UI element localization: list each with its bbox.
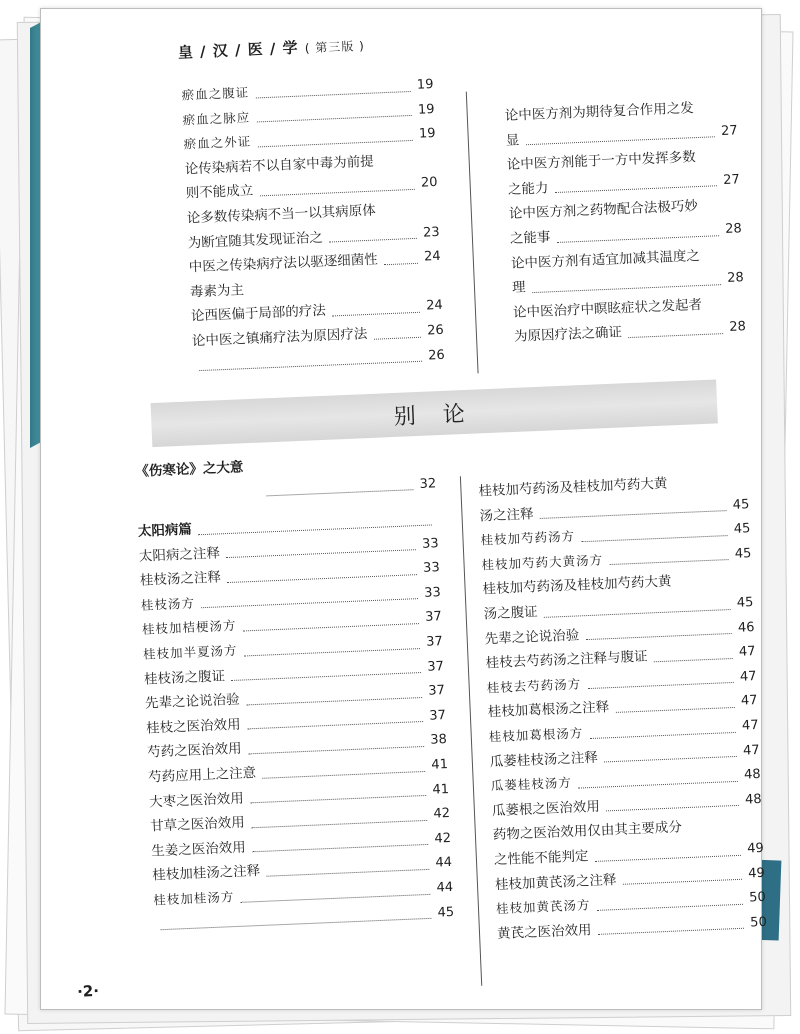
toc-entry-title: 论中医方剂有适宜加减其温度之 xyxy=(510,247,701,272)
toc-entry-title: 论传染病若不以自家中毒为前提 xyxy=(184,153,374,178)
toc-entry-page: 45 xyxy=(736,595,754,611)
leader-dots xyxy=(267,489,414,496)
leader-dots xyxy=(585,633,732,640)
leader-dots xyxy=(240,893,430,902)
leader-dots xyxy=(628,333,723,338)
leader-dots xyxy=(255,91,411,99)
toc-entry-title: 桂枝去芍药汤之注释与腹证 xyxy=(485,648,648,672)
leader-dots xyxy=(606,805,739,812)
toc-entry-title: 论中医之镇痛疗法为原因疗法 xyxy=(191,325,368,350)
toc-entry-page: 20 xyxy=(420,175,438,191)
toc-entry-page: 46 xyxy=(737,619,755,636)
toc-column-bottom-right xyxy=(478,468,767,946)
toc-entry-title: 论多数传染病不当一以其病原体 xyxy=(186,202,377,227)
toc-entry-title: 桂枝加葛根汤之注释 xyxy=(487,699,610,721)
toc-entry-title: 桂枝加芍药大黄汤方 xyxy=(481,552,604,573)
toc-entry-page: 26 xyxy=(426,322,445,339)
leader-dots xyxy=(257,140,413,148)
leader-dots xyxy=(595,854,742,861)
toc-entry-title: 桂枝去芍药汤方 xyxy=(486,676,582,696)
toc-entry-title: 桂枝加桂汤方 xyxy=(153,888,235,908)
toc-entry-page: 27 xyxy=(720,122,738,139)
leader-dots xyxy=(581,535,728,542)
toc-entry-title: 瘀血之外证 xyxy=(183,133,252,152)
toc-entry-title: 生姜之医治效用 xyxy=(150,839,247,860)
toc-entry-page: 45 xyxy=(734,545,752,562)
leader-dots xyxy=(597,903,744,910)
toc-entry-title: 论中医方剂为期待复合作用之发 xyxy=(504,100,695,125)
toc-entry-title: 之能力 xyxy=(507,180,549,198)
toc-entry-title: 论西医偏于局部的疗法 xyxy=(190,303,327,325)
leader-dots xyxy=(532,284,722,293)
leader-dots xyxy=(374,336,422,339)
column-divider xyxy=(460,476,482,986)
toc-entry-page: 27 xyxy=(722,172,741,188)
leader-dots xyxy=(243,623,420,631)
toc-entry-title: 之能事 xyxy=(509,229,551,247)
leader-dots xyxy=(609,559,729,565)
toc-entry-page: 45 xyxy=(732,496,750,513)
toc-column-mid xyxy=(135,447,437,509)
toc-entry-title: 汤之注释 xyxy=(479,505,534,525)
leader-dots xyxy=(244,648,421,656)
toc-entry-title: 大枣之医治效用 xyxy=(148,790,244,811)
toc-entry-page: 28 xyxy=(724,221,743,237)
toc-entry-title: 桂枝加桂汤之注释 xyxy=(152,863,261,884)
toc-entry-page: 26 xyxy=(427,347,446,364)
toc-entry-title: 桂枝加桔梗汤方 xyxy=(141,618,237,638)
leader-dots xyxy=(199,361,422,371)
leader-dots xyxy=(384,263,418,265)
toc-entry-page: 37 xyxy=(424,609,443,626)
toc-entry-title: 先辈之论说治验 xyxy=(484,626,580,647)
toc-entry-title: 桂枝加芍药汤方 xyxy=(480,528,576,548)
leader-dots xyxy=(231,672,421,681)
book-title: 皇 / 汉 / 医 / 学 xyxy=(177,38,299,62)
toc-column-top-left xyxy=(181,73,445,378)
leader-dots xyxy=(247,721,424,729)
toc-entry-page: 48 xyxy=(743,767,761,783)
toc-entry-page: 19 xyxy=(417,101,435,118)
toc-entry-page: 49 xyxy=(746,840,765,857)
section-heading-band xyxy=(151,379,718,447)
toc-entry-page: 45 xyxy=(437,904,455,921)
toc-entry-title: 桂枝加芍药汤及桂枝加芍药大黄 xyxy=(478,475,668,500)
toc-entry-page: 50 xyxy=(748,889,767,906)
leader-dots xyxy=(604,756,737,763)
toc-entry-title: 黄芪之医治效用 xyxy=(496,921,592,942)
toc-entry-page: 37 xyxy=(426,658,445,675)
toc-entry-title: 论中医治疗中瞑眩症状之发起者 xyxy=(512,296,703,321)
toc-entry-title: 桂枝加芍药汤及桂枝加芍药大黄 xyxy=(482,573,672,598)
toc-entry-title: 论中医方剂能于一方中发挥多数 xyxy=(506,149,697,174)
toc-entry-title: 桂枝加黄芪汤之注释 xyxy=(494,871,617,893)
leader-dots xyxy=(332,312,420,317)
leader-dots xyxy=(615,707,735,713)
book-page xyxy=(40,8,768,1010)
toc-entry-title: 桂枝加葛根汤方 xyxy=(488,725,584,745)
page-content xyxy=(7,0,788,1024)
column-divider xyxy=(466,92,479,374)
toc-entry-page: 37 xyxy=(429,707,447,724)
toc-entry-page: 38 xyxy=(430,732,448,749)
toc-entry-page: 37 xyxy=(425,634,444,650)
leader-dots xyxy=(526,136,716,145)
leader-dots xyxy=(555,186,718,194)
toc-entry-page: 45 xyxy=(733,521,751,538)
toc-entry-title: 瓜蒌桂枝汤方 xyxy=(490,774,573,794)
toc-entry-page: 32 xyxy=(419,475,437,492)
toc-entry-page: 42 xyxy=(434,830,452,847)
toc-entry-page: 42 xyxy=(433,806,451,822)
running-header xyxy=(177,34,365,63)
toc-entry-page: 24 xyxy=(423,249,441,265)
toc-entry-title: 则不能成立 xyxy=(185,183,254,202)
toc-entry-title: 瘀血之腹证 xyxy=(181,84,250,103)
leader-dots xyxy=(256,115,412,123)
toc-entry-title: 瓜蒌根之医治效用 xyxy=(491,798,601,819)
edition-label: ( 第三版 ) xyxy=(304,38,366,56)
toc-entry-title: 桂枝汤方 xyxy=(140,595,196,613)
toc-entry-page: 47 xyxy=(740,693,758,710)
toc-entry-title: 太阳病之注释 xyxy=(138,544,221,565)
toc-entry-title: 显 xyxy=(505,132,520,149)
toc-entry-page: 47 xyxy=(739,668,757,685)
leader-dots xyxy=(578,781,738,789)
toc-entry-title: 桂枝加黄芪汤方 xyxy=(495,897,591,917)
toc-entry-page: 33 xyxy=(422,560,441,577)
toc-entry-title: 理 xyxy=(511,279,526,297)
toc-entry-title: 瓜蒌桂枝汤之注释 xyxy=(489,749,599,770)
section-heading: 别 论 xyxy=(393,401,476,430)
toc-entry-page: 28 xyxy=(726,270,745,287)
toc-entry-title: 芍药应用上之注意 xyxy=(147,764,257,786)
toc-entry-title: 为断宜随其发现证治之 xyxy=(187,229,324,251)
toc-entry-title: 中医之传染病疗法以驱逐细菌性 xyxy=(188,251,379,276)
leader-dots xyxy=(262,770,425,778)
leader-dots xyxy=(544,609,731,618)
toc-entry-page: 47 xyxy=(742,742,760,759)
leader-dots xyxy=(654,658,733,662)
leader-dots xyxy=(589,731,736,738)
toc-entry-page: 47 xyxy=(738,644,756,660)
toc-entry-title: 汤之腹证 xyxy=(483,604,538,623)
leader-dots xyxy=(259,189,415,197)
toc-entry-title: 瘀血之脉应 xyxy=(182,109,251,128)
toc-column-top-right xyxy=(504,94,746,349)
toc-entry-title: 为原因疗法之确证 xyxy=(513,324,623,346)
toc-entry-page: 48 xyxy=(744,791,762,808)
toc-entry-title: 桂枝加半夏汤方 xyxy=(142,642,238,662)
toc-entry-title: 桂枝汤之腹证 xyxy=(143,667,226,688)
toc-entry-page: 28 xyxy=(729,319,747,336)
toc-column-bottom-left xyxy=(137,507,454,937)
toc-entry-title: 药物之医治效用仅由其主要成分 xyxy=(492,819,683,844)
leader-dots xyxy=(252,844,429,852)
toc-entry-title: 桂枝汤之注释 xyxy=(139,569,222,589)
leader-dots xyxy=(540,510,727,519)
leader-dots xyxy=(226,549,416,558)
toc-entry-page: 41 xyxy=(432,781,450,798)
toc-entry-title: 《伤寒论》之大意 xyxy=(135,459,244,480)
leader-dots xyxy=(598,928,745,935)
toc-entry-page: 19 xyxy=(416,77,434,93)
toc-entry-page: 23 xyxy=(422,224,440,241)
leader-dots xyxy=(266,869,429,877)
toc-entry-title: 太阳病篇 xyxy=(137,521,193,540)
toc-entry-page: 49 xyxy=(747,865,766,882)
toc-entry-page: 33 xyxy=(423,584,442,601)
toc-entry-page: 33 xyxy=(421,535,439,552)
leader-dots xyxy=(623,879,743,885)
leader-dots xyxy=(251,820,428,828)
toc-entry-page: 41 xyxy=(431,756,449,773)
leader-dots xyxy=(587,682,734,689)
toc-entry-title: 甘草之医治效用 xyxy=(149,814,246,835)
page-number: ·2· xyxy=(76,981,100,1001)
leader-dots xyxy=(557,235,720,243)
toc-entry-page: 47 xyxy=(741,717,759,734)
toc-entry-title: 桂枝之医治效用 xyxy=(145,716,241,737)
toc-entry-title: 先辈之论说治验 xyxy=(144,691,240,712)
leader-dots xyxy=(248,746,425,754)
toc-entry-title: 芍药之医治效用 xyxy=(146,740,242,761)
toc-entry-title: 毒素为主 xyxy=(189,281,245,301)
toc-entry-page: 50 xyxy=(749,914,768,931)
leader-dots xyxy=(227,574,417,583)
toc-entry-page: 44 xyxy=(435,855,453,871)
leader-dots xyxy=(250,795,427,803)
toc-entry-page: 24 xyxy=(425,298,444,314)
toc-entry-page: 44 xyxy=(436,879,454,896)
leader-dots xyxy=(161,918,432,930)
leader-dots xyxy=(329,238,417,243)
toc-entry-page: 37 xyxy=(427,683,446,699)
toc-entry-title: 论中医方剂之药物配合法极巧妙 xyxy=(508,198,699,223)
toc-entry-title: 之性能不能判定 xyxy=(493,848,589,869)
leader-dots xyxy=(246,697,423,705)
toc-entry-page: 19 xyxy=(418,126,436,142)
